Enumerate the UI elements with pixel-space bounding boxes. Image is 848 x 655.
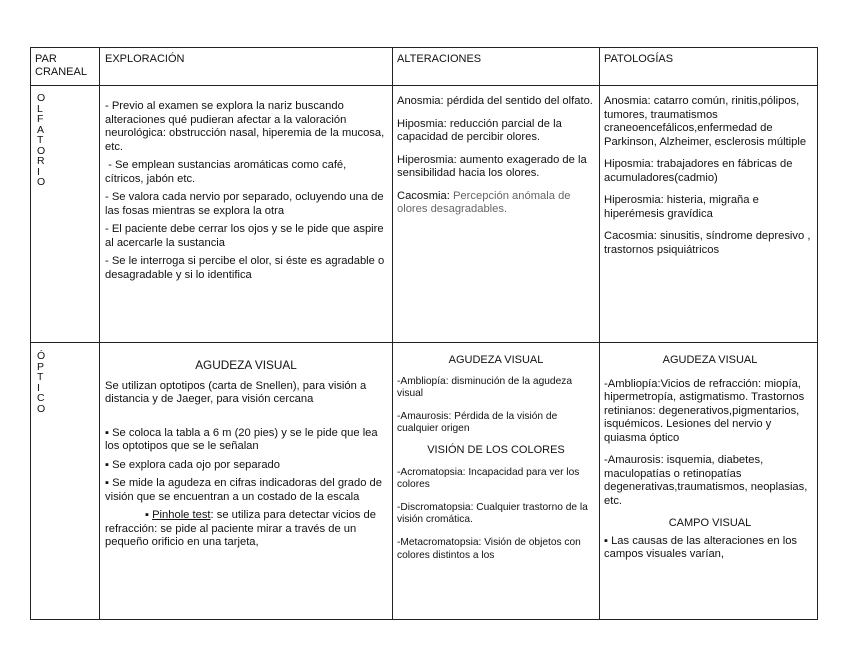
list-item: -Amaurosis: Pérdida de la visión de cualquier origen: [397, 410, 558, 435]
list-item: - El paciente debe cerrar los ojos y se le pide que aspire al acercarle la sustancia: [105, 223, 384, 249]
row-divider: [31, 342, 817, 343]
section-title: CAMPO VISUAL: [668, 517, 752, 529]
list-item: Hiperosmia: aumento exagerado de la sensibilidad hacia los olores.: [397, 153, 587, 179]
header-alteraciones: ALTERACIONES: [397, 53, 482, 65]
list-item: -Amaurosis: isquemia, diabetes, maculopatías o retinopatías degenerativas,traumatismos, neoplasias, etc.: [604, 454, 808, 507]
list-item: Anosmia: pérdida del sentido del olfato.: [397, 95, 593, 107]
list-item: ▪ Se mide la agudeza en cifras indicadoras del grado de visión que se encuentran a un costado de la escala: [105, 477, 382, 503]
column-divider: [599, 48, 600, 619]
nerve-name-optico: Ó P T I C O: [37, 350, 46, 415]
list-item: Se utilizan optotipos (carta de Snellen), para visión a distancia y de Jaeger, para visión cercana: [105, 379, 367, 405]
list-item: [397, 190, 595, 217]
list-item: ▪ Las causas de las alteraciones en los campos visuales varían,: [604, 534, 798, 560]
list-item: -Acromatopsia: Incapacidad para ver los colores: [397, 466, 580, 491]
column-divider: [99, 48, 100, 619]
list-item: ▪ Se explora cada ojo por separado: [105, 458, 281, 471]
section-title: VISIÓN DE LOS COLORES: [427, 443, 565, 456]
column-divider: [392, 48, 393, 619]
olfatorio-patologias: [604, 95, 814, 262]
header-par-craneal: PAR CRANEAL: [35, 53, 87, 78]
section-title: AGUDEZA VISUAL: [448, 354, 544, 366]
olfatorio-exploracion: [105, 100, 387, 287]
list-item: -Ambliopía: disminución de la agudeza visual: [397, 375, 572, 400]
pinhole-term: Pinhole test: [152, 509, 211, 521]
list-item: [105, 509, 387, 550]
header-patologias: PATOLOGÍAS: [604, 53, 674, 65]
nerve-name-olfatorio: O L F A T O R I O: [37, 92, 46, 188]
cacosmia-term: Cacosmia:: [397, 189, 450, 202]
list-item: -Ambliopía:Vicios de refracción: miopía, hipermetropía, astigmatismo. Trastornos retinianos: degenerativos,pigmentarios, isquémicos. Lesiones del nervio y quiasma óptico: [604, 377, 805, 444]
optico-exploracion: [105, 359, 387, 555]
cranial-nerves-table: [30, 47, 818, 620]
list-item: - Previo al examen se explora la nariz buscando alteraciones qué pudieran afectar a la valoración neurológica: obstrucción nasal, hiperemia de la mucosa, etc.: [105, 100, 385, 153]
cacosmia-definition: Percepción anómala de olores desagradables.: [397, 189, 571, 215]
list-item: Hiposmia: reducción parcial de la capacidad de percibir olores.: [397, 117, 562, 143]
header-exploracion: EXPLORACIÓN: [105, 53, 185, 65]
list-item: ▪ Se coloca la tabla a 6 m (20 pies) y se le pide que lea los optotipos que se le señalan: [105, 426, 378, 452]
list-item: - Se emplean sustancias aromáticas como café, cítricos, jabón etc.: [105, 159, 350, 185]
list-item: -Metacromatopsia: Visión de objetos con colores distintos a los: [397, 536, 581, 561]
section-title: AGUDEZA VISUAL: [662, 354, 758, 366]
list-item: - Se valora cada nervio por separado, ocluyendo una de las fosas mientras se explora la otra: [105, 191, 384, 217]
bullet: ▪: [145, 509, 153, 521]
list-item: Cacosmia: sinusitis, síndrome depresivo , trastornos psiquiátricos: [604, 230, 811, 256]
list-item: Hiperosmia: histeria, migraña e hiperémesis gravídica: [604, 194, 759, 220]
optico-patologias: [604, 354, 816, 567]
olfatorio-alteraciones: [397, 95, 595, 222]
row-divider: [31, 85, 817, 86]
pinhole-text: : se utiliza para detectar vicios de refracción: se pide al paciente mirar a través de un pequeño orificio en una tarjeta,: [105, 509, 376, 548]
section-title: AGUDEZA VISUAL: [195, 358, 297, 372]
list-item: - Se le interroga si percibe el olor, si éste es agradable o desagradable y si lo identifica: [105, 255, 385, 281]
list-item: Anosmia: catarro común, rinitis,pólipos, tumores, traumatismos craneoencefálicos,enfermedad de Parkinson, Alzheimer, esclerosis múltiple: [604, 95, 807, 148]
list-item: Hiposmia: trabajadores en fábricas de acumuladores(cadmio): [604, 158, 793, 184]
optico-alteraciones: [397, 354, 595, 567]
list-item: -Discromatopsia: Cualquier trastorno de la visión cromática.: [397, 501, 588, 526]
